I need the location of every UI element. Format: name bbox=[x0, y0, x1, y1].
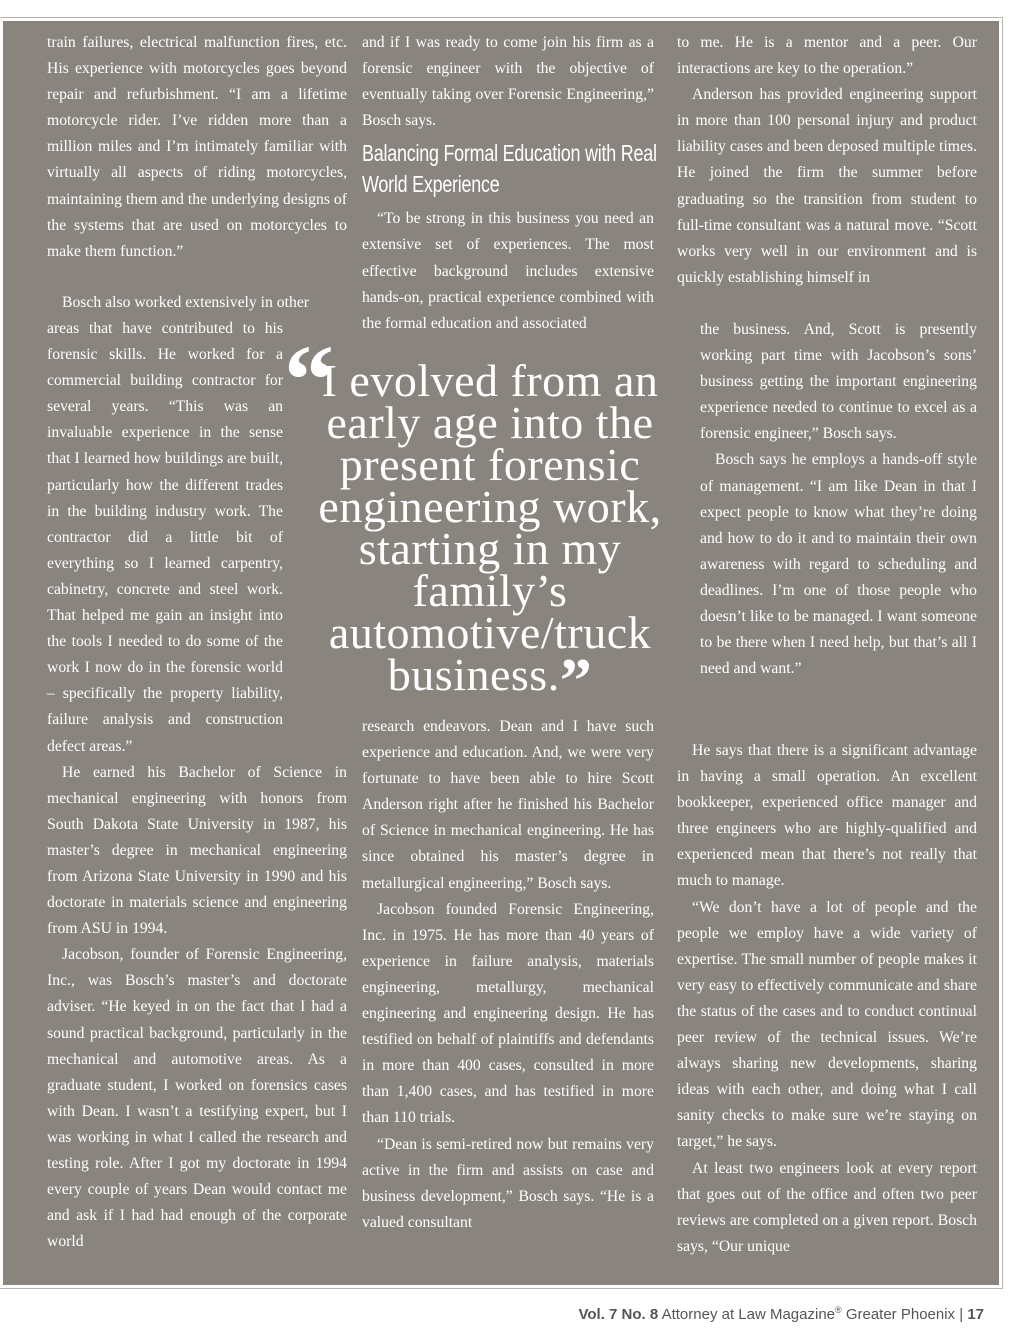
close-quote-mark: ” bbox=[559, 645, 593, 716]
edition-name: Greater Phoenix bbox=[845, 1306, 956, 1323]
paragraph: and if I was ready to come join his firm as a forensic engineer with the objective of eventually taking over Forensic Engineering,” Bosch says. bbox=[362, 34, 654, 130]
paragraph: At least two engineers look at every report that goes out of the office and often two peer reviews are completed on a given report. Bosch says, “Our unique bbox=[677, 1159, 977, 1255]
footer-separator: | bbox=[959, 1306, 964, 1323]
page-footer bbox=[578, 1305, 984, 1323]
pull-quote bbox=[290, 355, 690, 716]
paragraph: areas that have contributed to his forensic skills. He worked for a commercial building contractor for several years. “This was an invaluable experience in the sense that I learned how buildings are built, particularly how the different trades in the building industry work. The contractor did a little bit of everything so I learned carpentry, cabinetry, concrete and steel work. That helped me gain an insight into the tools I needed to do some of the work I now do in the forensic world – specifically the property liability, failure analysis and construction defect areas.” bbox=[47, 320, 283, 755]
paragraph: the business. And, Scott is presently working part time with Jacobson’s sons’ business getting the important engineering experience needed to continue to excel as a forensic engineer,” Bosch says. bbox=[700, 321, 977, 443]
paragraph: Jacobson, founder of Forensic Engineering, Inc., was Bosch’s master’s and doctorate adviser. “He keyed in on the fact that I had a sound practical background, particularly in the mechanical and automotive areas. As a graduate student, I worked on forensics cases with Dean. I wasn’t a testifying expert, but I was working in what I called the research and testing role. After I got my doctorate in 1994 every couple of years Dean would contact me and ask if I had had enough of the corporate world bbox=[47, 946, 347, 1251]
paragraph: He earned his Bachelor of Science in mechanical engineering with honors from South Dakota State University in 1987, his master’s degree in mechanical engineering from Arizona State University in 1990 and his doctorate in materials science and engineering from ASU in 1994. bbox=[47, 763, 347, 938]
page-number: 17 bbox=[967, 1306, 984, 1323]
paragraph: Anderson has provided engineering support in more than 100 personal injury and product liability cases and been deposed multiple times. He joined the firm the summer before graduating so the transition from student to full-time consultant was a natural move. “Scott works very well in our environment and is quickly establishing himself in bbox=[677, 86, 977, 286]
section-heading: Balancing Formal Education with Real World Experience bbox=[362, 140, 657, 198]
paragraph: train failures, electrical malfunction fires, etc. His experience with motorcycles goes beyond repair and refurbishment. “I am a lifetime motorcycle rider. I’ve ridden more than a million miles and I’m intimately familiar with virtually all aspects of riding motorcycles, maintaining them and the underlying designs of the systems that are used on motorcycles to make them function.” bbox=[47, 34, 347, 260]
column-1-lead bbox=[47, 290, 347, 316]
column-1-wrap bbox=[47, 316, 347, 1255]
paragraph: “We don’t have a lot of people and the people we employ have a wide variety of expertise. The small number of people makes it very easy to effectively communicate and share the status of the cases and to conduct continual peer review of the technical issues. We’re always sharing new developments, sharing ideas with each other, and doing what I call sanity checks to make sure we’re staying on target,” he says. bbox=[677, 898, 977, 1151]
paragraph: He says that there is a significant advantage in having a small operation. An excellent bookkeeper, experienced office manager and three engineers who are highly-qualified and experienced mean that there’s not really that much to manage. bbox=[677, 742, 977, 890]
column-3-wrap bbox=[700, 317, 977, 682]
pull-quote-text: I evolved from an early age into the present forensic engineering work, starting in my family’s automotive/truck business. bbox=[318, 355, 662, 700]
registered-mark: ® bbox=[835, 1305, 842, 1315]
paragraph: to me. He is a mentor and a peer. Our interactions are key to the operation.” bbox=[677, 34, 977, 78]
magazine-name: Attorney at Law Magazine bbox=[661, 1306, 836, 1323]
paragraph: Jacobson founded Forensic Engineering, Inc. in 1975. He has more than 40 years of experience in failure analysis, materials engineering, metallurgy, mechanical engineering and engineering design. He has testified on behalf of plaintiffs and defendants in more than 400 cases, consulted in more than 1,400 cases, and has testified in more than 110 trials. bbox=[362, 900, 654, 1127]
open-quote-mark: “ bbox=[284, 324, 334, 435]
column-3-lower bbox=[677, 738, 977, 1260]
column-3-top bbox=[677, 30, 977, 291]
column-2-top bbox=[362, 30, 657, 337]
paragraph: research endeavors. Dean and I have such experience and education. And, we were very fortunate to have been able to hire Scott Anderson right after he finished his Bachelor of Science in mechanical engineering. He has since obtained his master’s degree in metallurgical engineering,” Bosch says. bbox=[362, 718, 654, 892]
column-2-bottom bbox=[362, 714, 654, 1236]
issue-label: Vol. 7 No. 8 bbox=[578, 1306, 659, 1323]
paragraph: “Dean is semi-retired now but remains very active in the firm and assists on case and business development,” Bosch says. “He is a valued consultant bbox=[362, 1135, 654, 1231]
paragraph: Bosch says he employs a hands-off style of management. “I am like Dean in that I expect people to know what they’re doing and how to do it and to maintain their own awareness with regard to scheduling and deadlines. I’m one of those people who doesn’t like to be managed. I want someone to be there when I need help, but that’s all I need and want.” bbox=[700, 451, 977, 678]
paragraph: Bosch also worked extensively in other bbox=[62, 294, 310, 311]
paragraph: “To be strong in this business you need an extensive set of experiences. The most effective background includes extensive hands-on, practical experience combined with the formal education and associated bbox=[362, 210, 654, 332]
column-1-top bbox=[47, 30, 347, 265]
